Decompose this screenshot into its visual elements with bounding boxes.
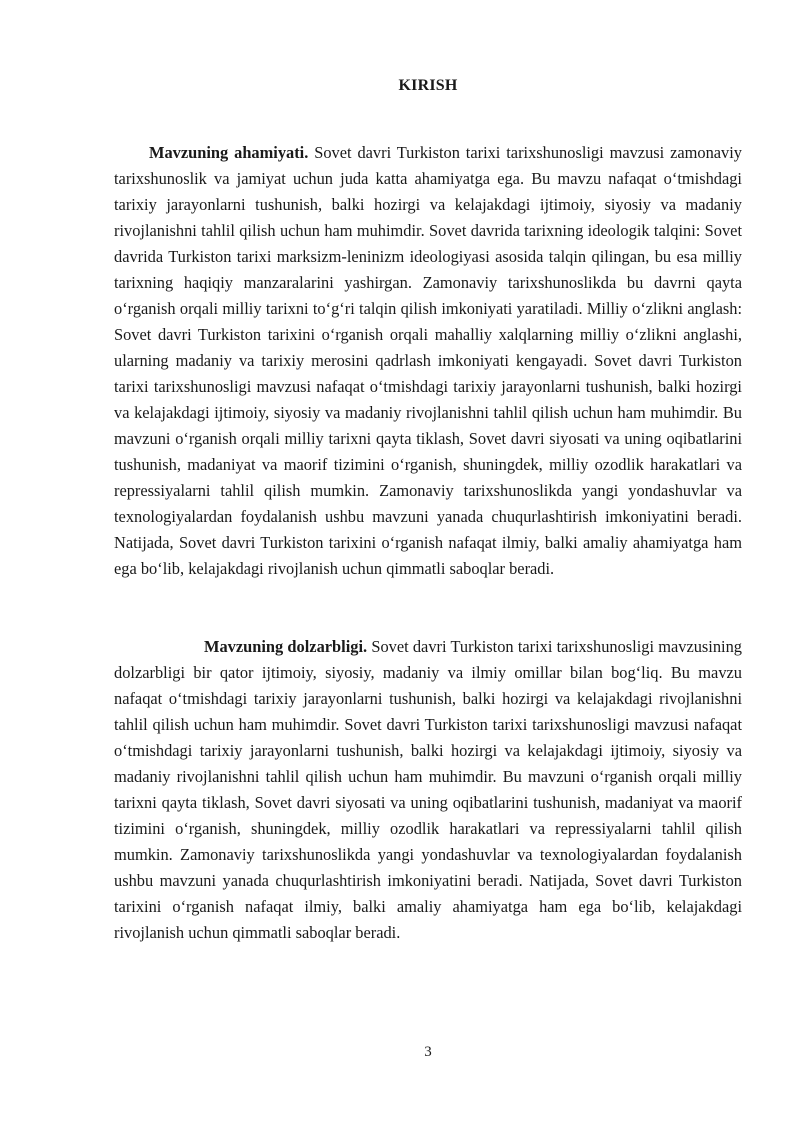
paragraph-lead-relevance: Mavzuning dolzarbligi. xyxy=(204,637,368,656)
document-page xyxy=(114,0,742,1131)
paragraph-body-significance: Sovet davri Turkiston tarixi tarixshunosligi mavzusi zamonaviy tarixshunoslik va jamiyat uchun juda katta ahamiyatga ega. Bu mavzu nafaqat oʻtmishdagi tarixiy jarayonlarni tushunish, balki hozirgi va kelajakdagi ijtimoiy, siyosiy va madaniy rivojlanishni tahlil qilish uchun ham muhimdir. Sovet davrida tarixning ideologik talqini: Sovet davrida Turkiston tarixi marksizm-leninizm ideologiyasi asosida talqin qilingan, bu esa milliy tarixning haqiqiy manzaralarini yashirgan. Zamonaviy tarixshunoslikda bu davrni qayta oʻrganish orqali milliy tarixni toʻgʻri talqin qilish imkoniyati yaratiladi. Milliy oʻzlikni anglash: Sovet davri Turkiston tarixini oʻrganish orqali mahalliy xalqlarning milliy oʻzlikni anglashi, ularning madaniy va tarixiy merosini qadrlash imkoniyati kengayadi. Sovet davri Turkiston tarixi tarixshunosligi mavzusi nafaqat oʻtmishdagi tarixiy jarayonlarni tushunish, balki hozirgi va kelajakdagi ijtimoiy, siyosiy va madaniy rivojlanishni tahlil qilish uchun ham muhimdir. Bu mavzuni oʻrganish orqali milliy tarixni qayta tiklash, Sovet davri siyosati va uning oqibatlarini tushunish, madaniyat va maorif tizimini oʻrganish, shuningdek, milliy ozodlik harakatlari va repressiyalarni tahlil qilish mumkin. Zamonaviy tarixshunoslikda yangi yondashuvlar va texnologiyalardan foydalanish ushbu mavzuni yanada chuqurlashtirish imkoniyatini beradi. Natijada, Sovet davri Turkiston tarixini oʻrganish nafaqat ilmiy, balki amaliy ahamiyatga ham ega boʻlib, kelajakdagi rivojlanish uchun qimmatli saboqlar beradi. xyxy=(114,143,742,578)
page-number: 3 xyxy=(424,1044,432,1060)
paragraph-significance xyxy=(114,140,742,582)
paragraph-relevance xyxy=(114,634,742,946)
paragraph-body-relevance: Sovet davri Turkiston tarixi tarixshunosligi mavzusining dolzarbligi bir qator ijtimoiy, siyosiy, madaniy va ilmiy omillar bilan bogʻliq. Bu mavzu nafaqat oʻtmishdagi tarixiy jarayonlarni tushunish, balki hozirgi va kelajakdagi rivojlanishni tahlil qilish uchun ham muhimdir. Sovet davri Turkiston tarixi tarixshunosligi mavzusi nafaqat oʻtmishdagi tarixiy jarayonlarni tushunish, balki hozirgi va kelajakdagi ijtimoiy, siyosiy va madaniy rivojlanishni tahlil qilish uchun ham muhimdir. Bu mavzuni oʻrganish orqali milliy tarixni qayta tiklash, Sovet davri siyosati va uning oqibatlarini tushunish, madaniyat va maorif tizimini oʻrganish, shuningdek, milliy ozodlik harakatlari va repressiyalarni tahlil qilish mumkin. Zamonaviy tarixshunoslikda yangi yondashuvlar va texnologiyalardan foydalanish ushbu mavzuni yanada chuqurlashtirish imkoniyatini beradi. Natijada, Sovet davri Turkiston tarixini oʻrganish nafaqat ilmiy, balki amaliy ahamiyatga ham ega boʻlib, kelajakdagi rivojlanish uchun qimmatli saboqlar beradi. xyxy=(114,637,743,942)
page-heading: KIRISH xyxy=(398,77,458,94)
paragraph-lead-significance: Mavzuning ahamiyati. xyxy=(149,143,309,162)
